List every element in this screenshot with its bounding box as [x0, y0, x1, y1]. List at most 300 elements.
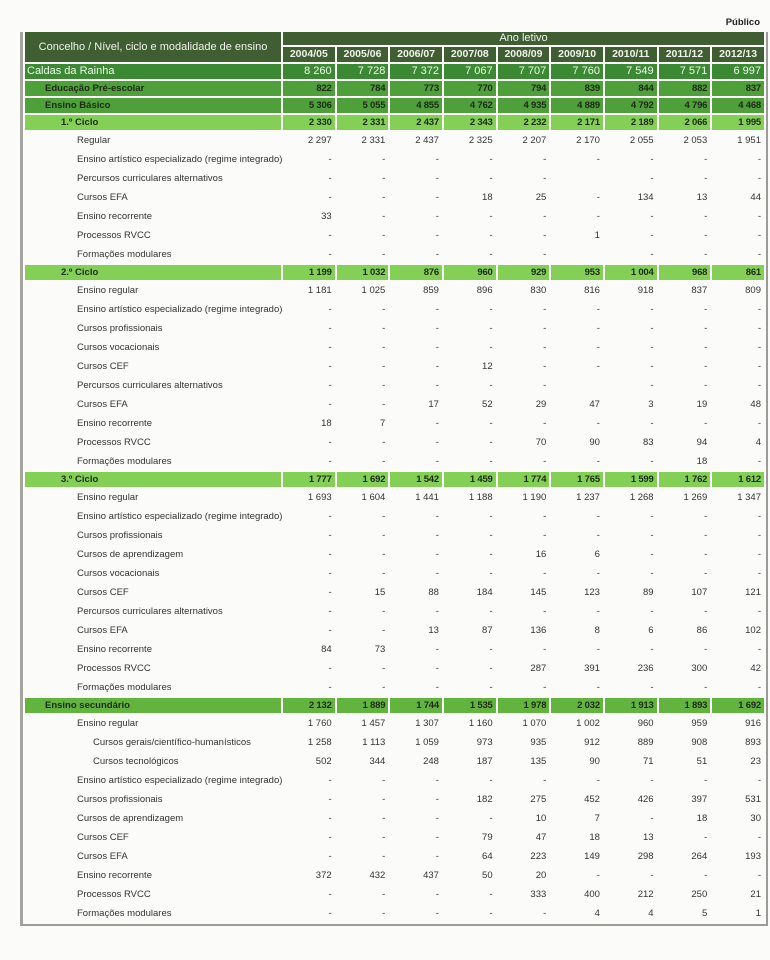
cell-value: 2 207: [522, 135, 547, 146]
year-header: 2004/05: [283, 47, 335, 62]
year-header: 2011/12: [659, 47, 711, 62]
table-row: [25, 282, 764, 299]
cell-value: -: [596, 418, 600, 429]
cell-value: -: [489, 342, 493, 353]
table-row: [25, 660, 764, 677]
cell-value: -: [489, 173, 493, 184]
cell-value: 7 372: [390, 64, 442, 79]
cell-value: -: [489, 380, 493, 391]
cell-value: 2 297: [307, 135, 332, 146]
table-row: [25, 320, 764, 337]
cell-value: -: [704, 154, 708, 165]
table-row: [25, 829, 764, 846]
cell-value: 107: [691, 587, 708, 598]
table-row: [25, 848, 764, 865]
cell-value: 223: [530, 851, 547, 862]
cell-value: -: [328, 304, 332, 315]
cell-value: 391: [584, 663, 600, 674]
cell-value: -: [704, 606, 708, 617]
row-label: Cursos de aprendizagem: [77, 813, 184, 824]
cell-value: -: [543, 644, 547, 655]
cell-value: -: [435, 644, 439, 655]
cell-value: -: [596, 342, 600, 353]
cell-value: -: [650, 361, 654, 372]
cell-value: 1 535: [444, 698, 496, 713]
cell-value: 287: [530, 663, 547, 674]
cell-value: -: [489, 775, 493, 786]
cell-value: -: [543, 530, 547, 541]
cell-value: 1 692: [337, 472, 389, 487]
year-header: 2005/06: [337, 47, 389, 62]
cell-value: 918: [637, 285, 654, 296]
cell-value: -: [596, 323, 600, 334]
cell-value: 73: [374, 644, 386, 655]
cell-value: 182: [476, 794, 493, 805]
cell-value: 861: [712, 265, 764, 280]
cell-value: 2 343: [444, 115, 496, 130]
table-row: [25, 772, 764, 789]
cell-value: -: [435, 192, 439, 203]
cell-value: -: [328, 323, 332, 334]
cell-value: 1 269: [683, 492, 708, 503]
table-row: [25, 715, 764, 732]
cell-value: -: [757, 456, 761, 467]
cell-value: -: [704, 361, 708, 372]
table-row: [25, 734, 764, 751]
table-row-subtotal: [25, 472, 764, 487]
cell-value: -: [650, 511, 654, 522]
row-label: Formações modulares: [77, 249, 172, 260]
table-row: [25, 886, 764, 903]
cell-value: -: [704, 682, 708, 693]
cell-value: -: [543, 173, 547, 184]
table-row: [25, 603, 764, 620]
cell-value: -: [650, 568, 654, 579]
cell-value: [551, 377, 603, 394]
row-label: 3.º Ciclo: [25, 472, 281, 487]
row-label: Ensino regular: [77, 718, 139, 729]
cell-value: 1 032: [337, 265, 389, 280]
cell-value: 1 913: [605, 698, 657, 713]
table-row-subtotal: [25, 115, 764, 130]
cell-value: 837: [712, 81, 764, 96]
cell-value: -: [489, 663, 493, 674]
cell-value: -: [757, 361, 761, 372]
cell-value: 4: [594, 908, 600, 919]
cell-value: 1 760: [307, 718, 332, 729]
cell-value: 6 997: [712, 64, 764, 79]
cell-value: 437: [423, 870, 439, 881]
cell-value: 94: [696, 437, 708, 448]
year-header: 2008/09: [498, 47, 550, 62]
cell-value: 29: [535, 399, 547, 410]
cell-value: 7 549: [605, 64, 657, 79]
cell-value: -: [435, 418, 439, 429]
row-label: Cursos CEF: [77, 587, 129, 598]
table-row: [25, 151, 764, 168]
cell-value: 18: [321, 418, 332, 429]
cell-value: -: [596, 361, 600, 372]
cell-value: -: [650, 456, 654, 467]
cell-value: -: [328, 230, 332, 241]
cell-value: -: [543, 682, 547, 693]
cell-value: 135: [530, 756, 547, 767]
cell-value: 1 599: [605, 472, 657, 487]
cell-value: 896: [476, 285, 493, 296]
cell-value: -: [704, 323, 708, 334]
cell-value: -: [704, 511, 708, 522]
cell-value: 837: [691, 285, 708, 296]
cell-value: 5: [701, 908, 708, 919]
cell-value: 123: [584, 587, 600, 598]
cell-value: -: [596, 530, 600, 541]
cell-value: 1 181: [307, 285, 332, 296]
cell-value: 7: [594, 813, 600, 824]
cell-value: -: [435, 230, 439, 241]
cell-value: -: [382, 851, 386, 862]
cell-value: 1 199: [283, 265, 335, 280]
cell-value: 876: [390, 265, 442, 280]
cell-value: 882: [659, 81, 711, 96]
cell-value: -: [382, 304, 386, 315]
cell-value: 64: [482, 851, 493, 862]
cell-value: 52: [482, 399, 493, 410]
cell-value: -: [489, 644, 493, 655]
row-label: Ensino recorrente: [77, 870, 152, 881]
cell-value: 102: [745, 625, 761, 636]
table-row: [25, 546, 764, 563]
year-header: 2010/11: [605, 47, 657, 62]
cell-value: -: [435, 682, 439, 693]
cell-value: -: [435, 775, 439, 786]
cell-value: -: [757, 211, 761, 222]
cell-value: -: [328, 249, 332, 260]
cell-value: 5 055: [337, 98, 389, 113]
cell-value: -: [489, 249, 493, 260]
cell-value: -: [435, 663, 439, 674]
cell-value: 212: [637, 889, 654, 900]
cell-value: 13: [643, 832, 654, 843]
cell-value: 2 053: [683, 135, 708, 146]
cell-value: 397: [691, 794, 708, 805]
cell-value: -: [435, 511, 439, 522]
cell-value: 89: [643, 587, 654, 598]
cell-value: 145: [530, 587, 547, 598]
cell-value: 1 542: [390, 472, 442, 487]
table-row-subtotal: [25, 81, 764, 96]
cell-value: 816: [584, 285, 600, 296]
cell-value: 87: [482, 625, 493, 636]
cell-value: 908: [691, 737, 708, 748]
cell-value: 2 330: [283, 115, 335, 130]
cell-value: -: [650, 323, 654, 334]
cell-value: 1 025: [361, 285, 386, 296]
cell-value: -: [543, 249, 547, 260]
cell-value: 333: [530, 889, 547, 900]
cell-value: 2 132: [283, 698, 335, 713]
cell-value: -: [489, 230, 493, 241]
cell-value: 83: [643, 437, 654, 448]
cell-value: 3: [648, 399, 654, 410]
cell-value: -: [489, 154, 493, 165]
cell-value: 187: [476, 756, 493, 767]
cell-value: -: [328, 606, 332, 617]
cell-value: 4 468: [712, 98, 764, 113]
cell-value: 250: [691, 889, 708, 900]
cell-value: 912: [584, 737, 600, 748]
cell-value: -: [543, 606, 547, 617]
cell-value: 1 893: [659, 698, 711, 713]
row-label: Ensino recorrente: [77, 211, 152, 222]
cell-value: -: [543, 304, 547, 315]
cell-value: 1 762: [659, 472, 711, 487]
cell-value: 1 889: [337, 698, 389, 713]
cell-value: 10: [535, 813, 547, 824]
cell-value: -: [650, 304, 654, 315]
cell-value: -: [650, 418, 654, 429]
cell-value: 1 951: [737, 135, 761, 146]
cell-value: -: [435, 380, 439, 391]
cell-value: -: [757, 323, 761, 334]
cell-value: 4 935: [498, 98, 550, 113]
cell-value: -: [650, 249, 654, 260]
cell-value: 90: [589, 437, 600, 448]
cell-value: -: [382, 775, 386, 786]
table-row-subtotal: [25, 265, 764, 280]
cell-value: 452: [584, 794, 600, 805]
cell-value: -: [382, 342, 386, 353]
cell-value: -: [382, 511, 386, 522]
cell-value: -: [328, 456, 332, 467]
cell-value: -: [328, 361, 332, 372]
row-label: 1.º Ciclo: [25, 115, 281, 130]
cell-value: 7 571: [659, 64, 711, 79]
cell-value: 7: [380, 418, 386, 429]
cell-value: -: [328, 511, 332, 522]
cell-value: -: [757, 644, 761, 655]
cell-value: 784: [337, 81, 389, 96]
cell-value: -: [650, 606, 654, 617]
cell-value: -: [650, 682, 654, 693]
cell-value: -: [596, 870, 600, 881]
cell-value: -: [704, 380, 708, 391]
cell-value: 1 160: [468, 718, 493, 729]
cell-value: 889: [637, 737, 654, 748]
cell-value: 30: [750, 813, 761, 824]
row-label: Ensino regular: [77, 492, 139, 503]
table-row: [25, 208, 764, 225]
cell-value: -: [757, 342, 761, 353]
cell-value: -: [757, 530, 761, 541]
cell-value: -: [596, 682, 600, 693]
cell-value: -: [328, 399, 332, 410]
cell-value: 929: [498, 265, 550, 280]
cell-value: -: [382, 832, 386, 843]
cell-value: -: [489, 549, 493, 560]
cell-value: 973: [476, 737, 493, 748]
cell-value: 13: [428, 625, 439, 636]
cell-value: -: [704, 173, 708, 184]
table-row: [25, 377, 764, 394]
cell-value: -: [596, 568, 600, 579]
cell-value: 8 260: [283, 64, 335, 79]
table-row: [25, 527, 764, 544]
cell-value: -: [704, 832, 708, 843]
cell-value: -: [435, 304, 439, 315]
cell-value: -: [382, 682, 386, 693]
cell-value: 44: [750, 192, 761, 203]
row-label: Ensino secundário: [25, 698, 281, 713]
table-row: [25, 434, 764, 451]
cell-value: -: [757, 549, 761, 560]
cell-value: -: [435, 832, 439, 843]
cell-value: 18: [696, 456, 708, 467]
table-row: [25, 905, 764, 922]
cell-value: -: [543, 154, 547, 165]
cell-value: -: [328, 587, 332, 598]
cell-value: 134: [637, 192, 654, 203]
cell-value: -: [435, 456, 439, 467]
cell-value: -: [382, 230, 386, 241]
cell-value: 1: [755, 908, 761, 919]
row-label: Ensino recorrente: [77, 418, 152, 429]
cell-value: 1 777: [283, 472, 335, 487]
cell-value: 1 070: [522, 718, 547, 729]
cell-value: 300: [691, 663, 708, 674]
cell-value: -: [757, 775, 761, 786]
cell-value: -: [596, 511, 600, 522]
cell-value: 372: [315, 870, 332, 881]
cell-value: -: [328, 832, 332, 843]
row-label: Cursos vocacionais: [77, 568, 160, 579]
cell-value: 502: [315, 756, 332, 767]
cell-value: -: [650, 380, 654, 391]
cell-value: 1 004: [605, 265, 657, 280]
cell-value: -: [596, 304, 600, 315]
cell-value: 7 067: [444, 64, 496, 79]
row-label: Cursos profissionais: [77, 323, 163, 334]
cell-value: 6: [594, 549, 600, 560]
cell-value: -: [757, 870, 761, 881]
cell-value: 121: [745, 587, 761, 598]
cell-value: -: [704, 249, 708, 260]
cell-value: -: [435, 889, 439, 900]
cell-value: 1 744: [390, 698, 442, 713]
table-row: [25, 453, 764, 470]
cell-value: 839: [551, 81, 603, 96]
cell-value: -: [650, 230, 654, 241]
cell-value: 4 889: [551, 98, 603, 113]
row-label: Ensino artístico especializado (regime integrado): [77, 154, 283, 165]
cell-value: -: [650, 154, 654, 165]
cell-value: -: [489, 530, 493, 541]
row-header-label: Concelho / Nível, ciclo e modalidade de ensino: [25, 32, 281, 62]
cell-value: -: [757, 832, 761, 843]
cell-value: 18: [589, 832, 600, 843]
cell-value: 2 331: [361, 135, 386, 146]
cell-value: -: [543, 568, 547, 579]
table-row: [25, 189, 764, 206]
cell-value: 4 796: [659, 98, 711, 113]
cell-value: -: [382, 192, 386, 203]
cell-value: -: [382, 908, 386, 919]
cell-value: 1 457: [361, 718, 386, 729]
cell-value: 149: [584, 851, 600, 862]
cell-value: 1 002: [576, 718, 600, 729]
cell-value: 70: [535, 437, 547, 448]
cell-value: 275: [530, 794, 547, 805]
table-row: [25, 508, 764, 525]
cell-value: 968: [659, 265, 711, 280]
cell-value: 344: [369, 756, 386, 767]
cell-value: -: [596, 211, 600, 222]
row-label: Educação Pré-escolar: [25, 81, 281, 96]
row-label: Cursos EFA: [77, 399, 128, 410]
cell-value: 42: [750, 663, 761, 674]
table-row: [25, 170, 764, 187]
cell-value: -: [382, 794, 386, 805]
cell-value: 33: [321, 211, 332, 222]
cell-value: -: [382, 323, 386, 334]
cell-value: 1 347: [737, 492, 761, 503]
cell-value: -: [757, 380, 761, 391]
cell-value: 2 232: [498, 115, 550, 130]
year-header: 2007/08: [444, 47, 496, 62]
cell-value: 1 059: [415, 737, 439, 748]
enrollment-table: [23, 30, 766, 924]
cell-value: 844: [605, 81, 657, 96]
row-label: Percursos curriculares alternativos: [77, 380, 223, 391]
cell-value: -: [328, 682, 332, 693]
cell-value: 6: [648, 625, 654, 636]
cell-value: -: [543, 361, 547, 372]
cell-value: -: [489, 568, 493, 579]
cell-value: -: [435, 530, 439, 541]
cell-value: -: [757, 606, 761, 617]
cell-value: 193: [745, 851, 761, 862]
cell-value: -: [435, 606, 439, 617]
enrollment-table-frame: [20, 32, 768, 926]
row-label: Processos RVCC: [77, 889, 151, 900]
cell-value: 19: [696, 399, 708, 410]
cell-value: 1 441: [415, 492, 439, 503]
cell-value: -: [382, 399, 386, 410]
cell-value: -: [328, 851, 332, 862]
cell-value: -: [435, 568, 439, 579]
cell-value: 2 437: [390, 115, 442, 130]
cell-value: -: [435, 361, 439, 372]
cell-value: -: [489, 437, 493, 448]
cell-value: -: [435, 173, 439, 184]
table-row: [25, 679, 764, 696]
cell-value: -: [382, 663, 386, 674]
cell-value: -: [757, 154, 761, 165]
cell-value: -: [435, 813, 439, 824]
cell-value: 1 693: [307, 492, 332, 503]
cell-value: -: [328, 549, 332, 560]
cell-value: -: [435, 794, 439, 805]
cell-value: 770: [444, 81, 496, 96]
cell-value: -: [757, 568, 761, 579]
cell-value: -: [328, 437, 332, 448]
table-row-subtotal: [25, 64, 764, 79]
cell-value: -: [489, 418, 493, 429]
cell-value: -: [543, 775, 547, 786]
row-label: Ensino recorrente: [77, 644, 152, 655]
cell-value: -: [704, 530, 708, 541]
year-header: 2009/10: [551, 47, 603, 62]
cell-value: 1 995: [712, 115, 764, 130]
